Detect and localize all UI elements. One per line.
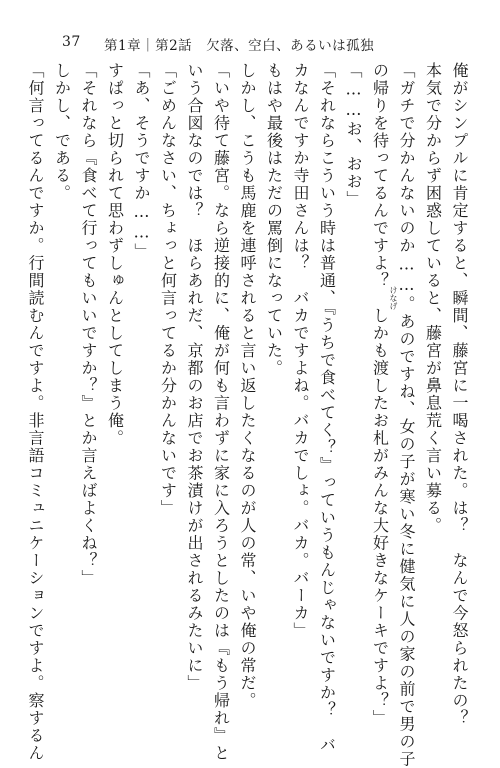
text-line: の帰りを待ってるんですよ？ しかも渡したお札がみんな大好きなケーキですよ？」 (370, 62, 390, 727)
ruby-annotation: けなげ (389, 286, 398, 310)
text-line: しかし、である。 (52, 62, 72, 202)
text-line: もはや最後はただの罵倒になっていた。 (264, 62, 284, 377)
text-line: いう合図なのでは？ ほらあれだ、京都のお店でお茶漬けが出されるみたいに」 (185, 62, 204, 692)
running-header: 第1章｜第2話 欠落、空白、あるいは孤独 (104, 38, 375, 54)
text-line: 「ガチで分かんないのか……。あのですね、女の子が寒い冬に健気に人の家の前で男の子 (397, 62, 416, 768)
text-line: 「……お、おお」 (344, 62, 363, 208)
text-line: 「あ、そうですか……」 (132, 62, 151, 261)
text-line: カなんですか寺田さんは？ バカですよね。バカでしょ。バカ。バーカ」 (291, 62, 310, 640)
text-line: 「それならこういう時は普通、『うちで食べてく？』っていうもんじゃないですか？ バ (317, 62, 337, 754)
text-line: しかし、こうも馬鹿を連呼されると言い返したくなるのが人の常、いや俺の常だ。 (238, 62, 257, 710)
page-number: 37 (62, 34, 81, 50)
body-text (26, 62, 472, 768)
text-line: 「それなら『食べて行ってもいいですか？』とか言えばよくね？」 (79, 62, 98, 587)
text-line: 「ごめんなさい、ちょっと何言ってるか分かんないです」 (158, 62, 178, 517)
text-line: 「いや待て藤宮。なら逆接的に、俺が何も言わずに家に入ろうとしたのは『もう帰れ』と (211, 62, 231, 762)
text-line: すぱっと切られて思わずしゅんとしてしまう俺。 (105, 62, 125, 447)
text-line: 「何言ってるんですか。行間読むんですよ。非言語コミュニケーションですよ。察するん (26, 62, 45, 762)
text-line: 俺がシンプルに肯定すると、瞬間、藤宮に一喝された。は？ なんで今怒られたの？ (450, 62, 469, 727)
text-line: 本気で分からず困惑していると、藤宮が鼻息荒く言い募る。 (423, 62, 443, 535)
